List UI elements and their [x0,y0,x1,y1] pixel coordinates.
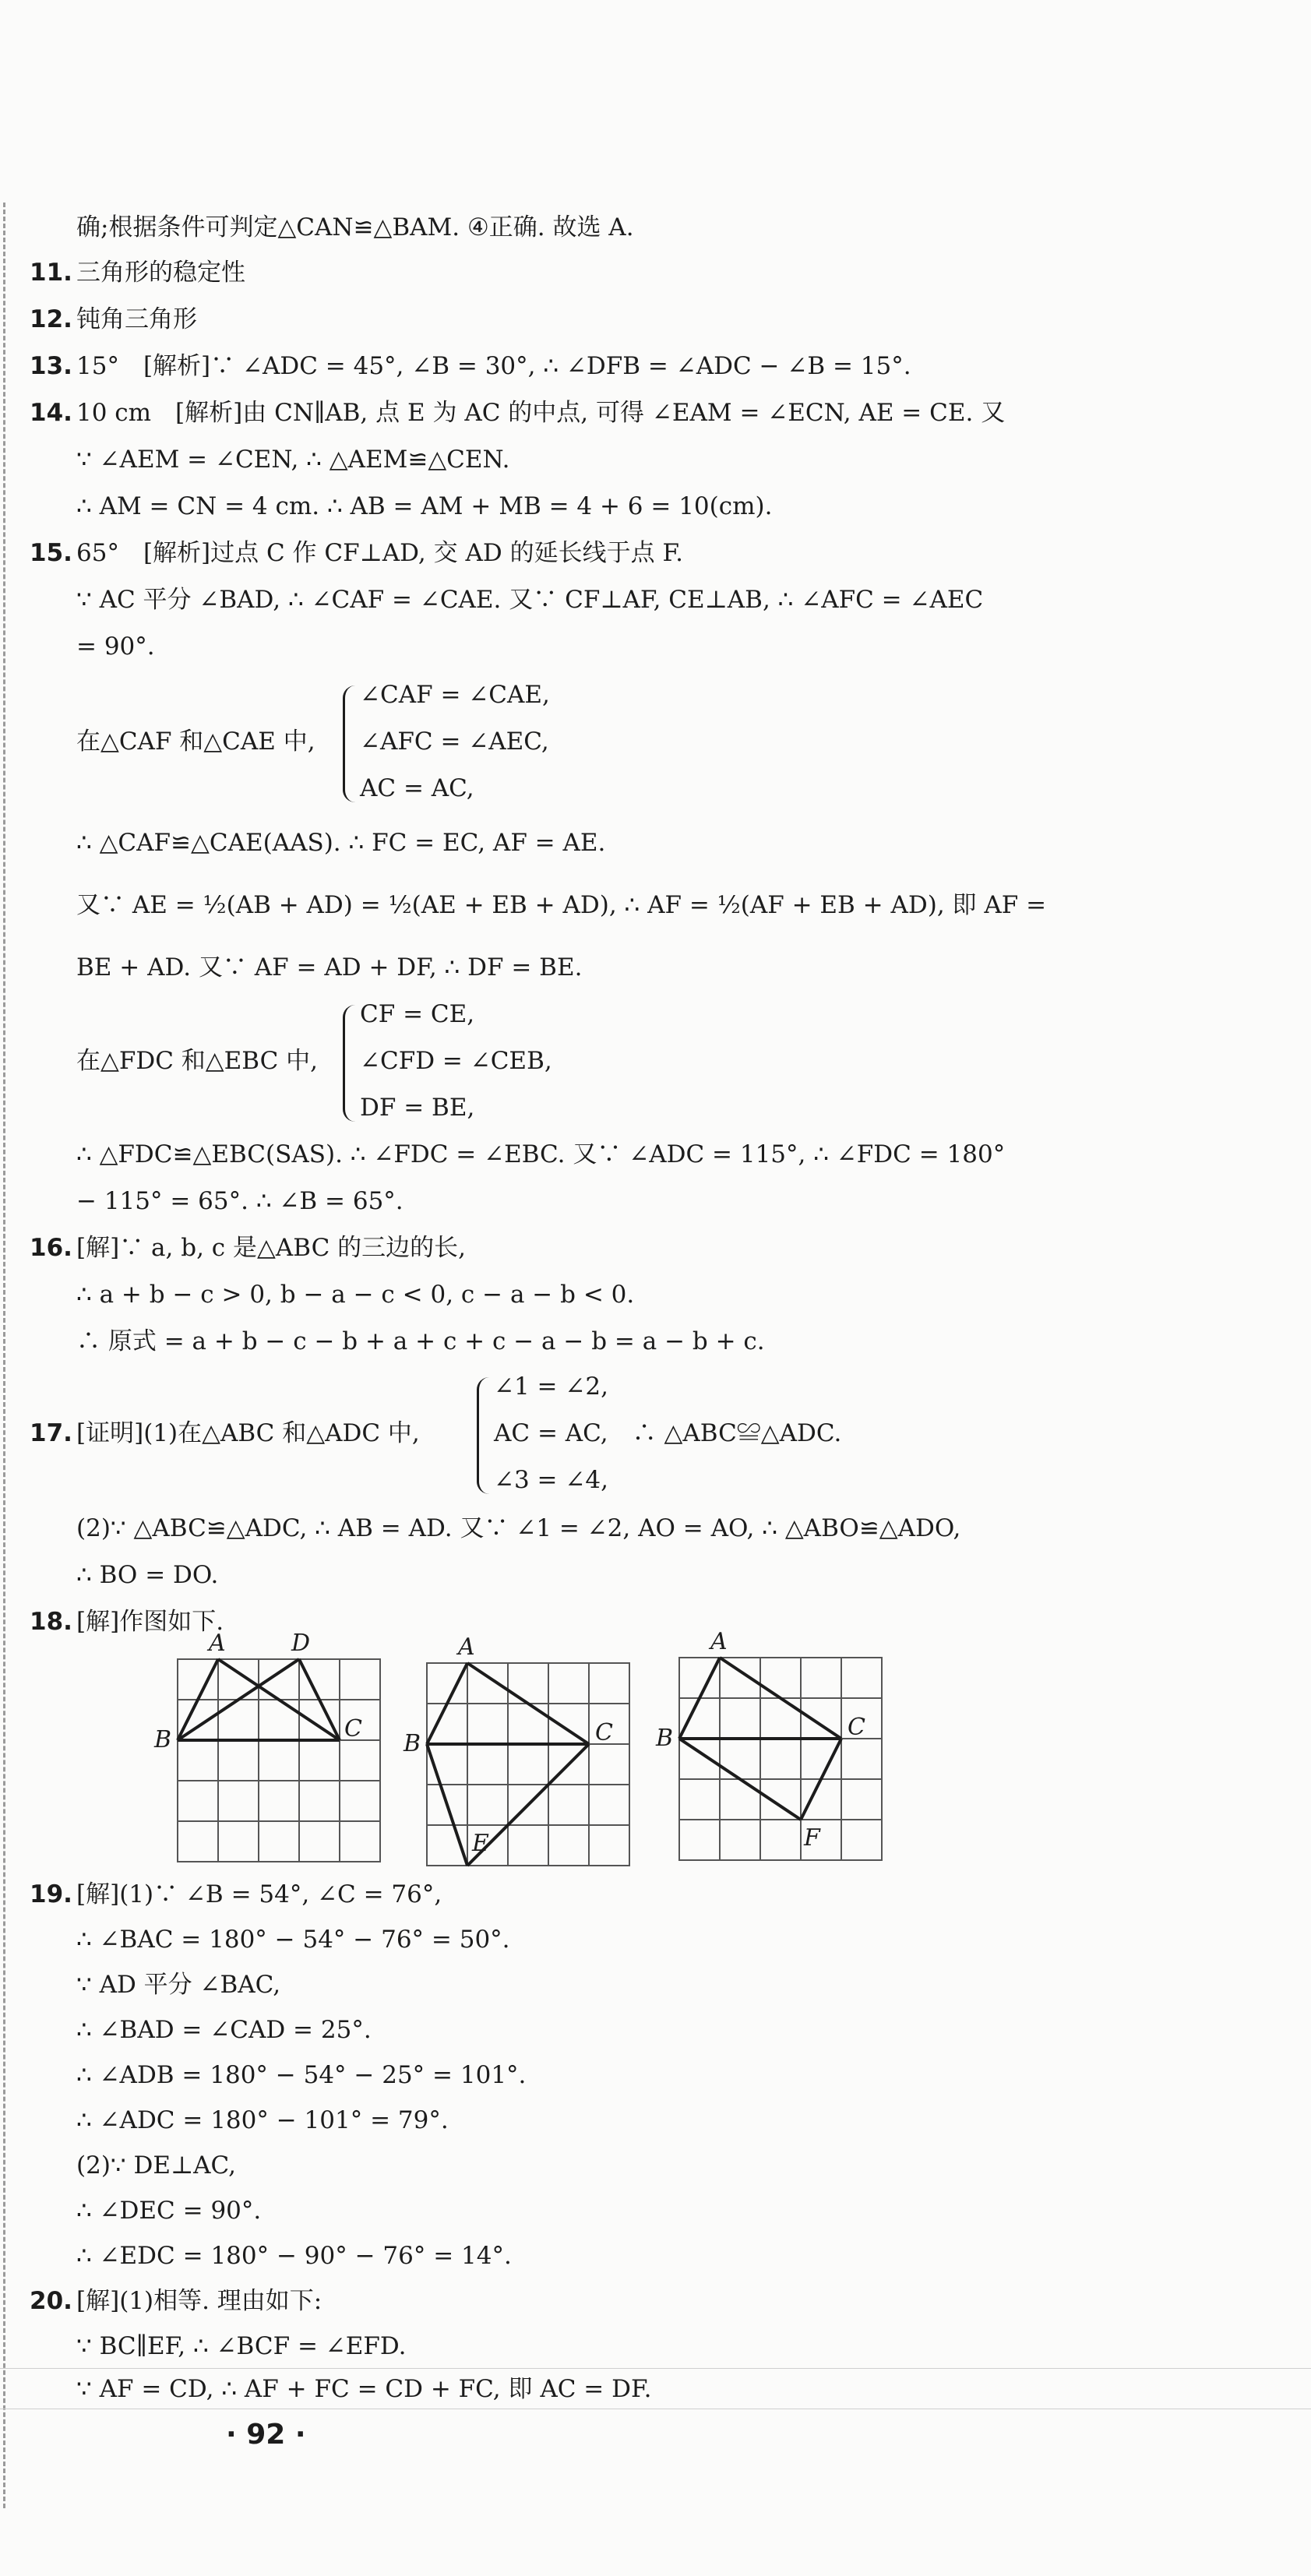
point-label: F [804,1824,820,1852]
text-line: 在△CAF 和△CAE 中, [76,728,315,756]
text-line: ∵ BC∥EF, ∴ ∠BCF = ∠EFD. [76,2332,407,2360]
system-line: DF = BE, [360,1094,475,1122]
system-line: ∠CFD = ∠CEB, [360,1047,552,1075]
point-label: D [291,1630,311,1657]
point-label: C [344,1715,362,1743]
text-line: ∴ a + b − c > 0, b − a − c < 0, c − a − b < 0. [76,1281,635,1309]
text-line: ∴ ∠DEC = 90°. [76,2197,262,2225]
text-line: ∴ ∠BAD = ∠CAD = 25°. [76,2016,372,2044]
brace [477,1377,490,1494]
answer-19: 19. [解](1)∵ ∠B = 54°, ∠C = 76°, [30,1880,442,1908]
text-line: 又∵ AE = ½(AB + AD) = ½(AE + EB + AD), ∴ AF = ½(AF + EB + AD), 即 AF = [76,891,1047,919]
perforation-line [3,203,5,2508]
text-line: ∴ △FDC≌△EBC(SAS). ∴ ∠FDC = ∠EBC. 又∵ ∠ADC = 115°, ∴ ∠FDC = 180° [76,1140,1006,1168]
point-label: A [710,1628,728,1655]
answer-14: 14. 10 cm [解析]由 CN∥AB, 点 E 为 AC 的中点, 可得 ∠EAM = ∠ECN, AE = CE. 又 [30,399,1006,427]
system-line: AC = AC, [360,774,474,802]
point-label: B [656,1725,674,1752]
answer-12: 12. 钝角三角形 [30,305,197,333]
text-line: ∵ ∠AEM = ∠CEN, ∴ △AEM≌△CEN. [76,446,510,474]
text-line: ∴ ∠BAC = 180° − 54° − 76° = 50°. [76,1926,510,1954]
point-label: B [154,1726,172,1753]
brace [343,685,356,802]
system-line: ∠CAF = ∠CAE, [360,681,550,709]
brace [343,1005,356,1122]
text-line: ∴ ∠ADB = 180° − 54° − 25° = 101°. [76,2061,527,2089]
point-label: A [458,1633,475,1661]
system-line: AC = AC, ∴ △ABC≌△ADC. [494,1419,842,1447]
text-line: ∵ AD 平分 ∠BAC, [76,1971,281,1999]
system-line: ∠1 = ∠2, [494,1373,608,1401]
grid-figure-1 [154,1630,380,1865]
text-line: 确;根据条件可判定△CAN≌△BAM. ④正确. 故选 A. [76,213,634,241]
answer-18: 18. [解]作图如下. [30,1608,224,1636]
system-line: ∠3 = ∠4, [494,1466,608,1494]
point-label: C [595,1719,613,1746]
point-label: E [472,1830,489,1857]
point-label: B [404,1730,421,1757]
footer-rule [0,2368,1311,2369]
grid-figure-3 [656,1628,882,1863]
text-line: ∴ ∠EDC = 180° − 90° − 76° = 14°. [76,2242,512,2270]
system-line: CF = CE, [360,1000,475,1028]
text-line: ∵ AC 平分 ∠BAD, ∴ ∠CAF = ∠CAE. 又∵ CF⊥AF, CE⊥AB, ∴ ∠AFC = ∠AEC [76,586,984,614]
text-line: ∴ 原式 = a + b − c − b + a + c + c − a − b = a − b + c. [76,1327,765,1355]
point-label: A [209,1630,226,1657]
text-line: ∵ AF = CD, ∴ AF + FC = CD + FC, 即 AC = DF. [76,2375,652,2403]
text-line: ∴ △CAF≌△CAE(AAS). ∴ FC = EC, AF = AE. [76,829,606,857]
text-line: (2)∵ △ABC≌△ADC, ∴ AB = AD. 又∵ ∠1 = ∠2, AO = AO, ∴ △ABO≌△ADO, [76,1514,961,1542]
answer-16: 16. [解]∵ a, b, c 是△ABC 的三边的长, [30,1234,467,1262]
answer-20: 20. [解](1)相等. 理由如下: [30,2287,322,2315]
answer-13: 13. 15° [解析]∵ ∠ADC = 45°, ∠B = 30°, ∴ ∠DFB = ∠ADC − ∠B = 15°. [30,352,911,380]
point-label: C [848,1714,865,1741]
answer-11: 11. 三角形的稳定性 [30,259,245,287]
text-line: − 115° = 65°. ∴ ∠B = 65°. [76,1187,404,1215]
text-line: 在△FDC 和△EBC 中, [76,1047,319,1075]
text-line: ∴ AM = CN = 4 cm. ∴ AB = AM + MB = 4 + 6 = 10(cm). [76,492,773,520]
answer-17: 17. [证明](1)在△ABC 和△ADC 中, [30,1419,420,1447]
text-line: (2)∵ DE⊥AC, [76,2151,236,2180]
text-line: ∴ ∠ADC = 180° − 101° = 79°. [76,2106,449,2134]
text-line: BE + AD. 又∵ AF = AD + DF, ∴ DF = BE. [76,953,583,981]
grid-figure-2 [404,1633,629,1869]
answer-15: 15. 65° [解析]过点 C 作 CF⊥AD, 交 AD 的延长线于点 F. [30,539,683,567]
system-line: ∠AFC = ∠AEC, [360,728,549,756]
text-line: = 90°. [76,633,155,661]
text-line: ∴ BO = DO. [76,1561,219,1589]
page-number: · 92 · [226,2419,306,2451]
